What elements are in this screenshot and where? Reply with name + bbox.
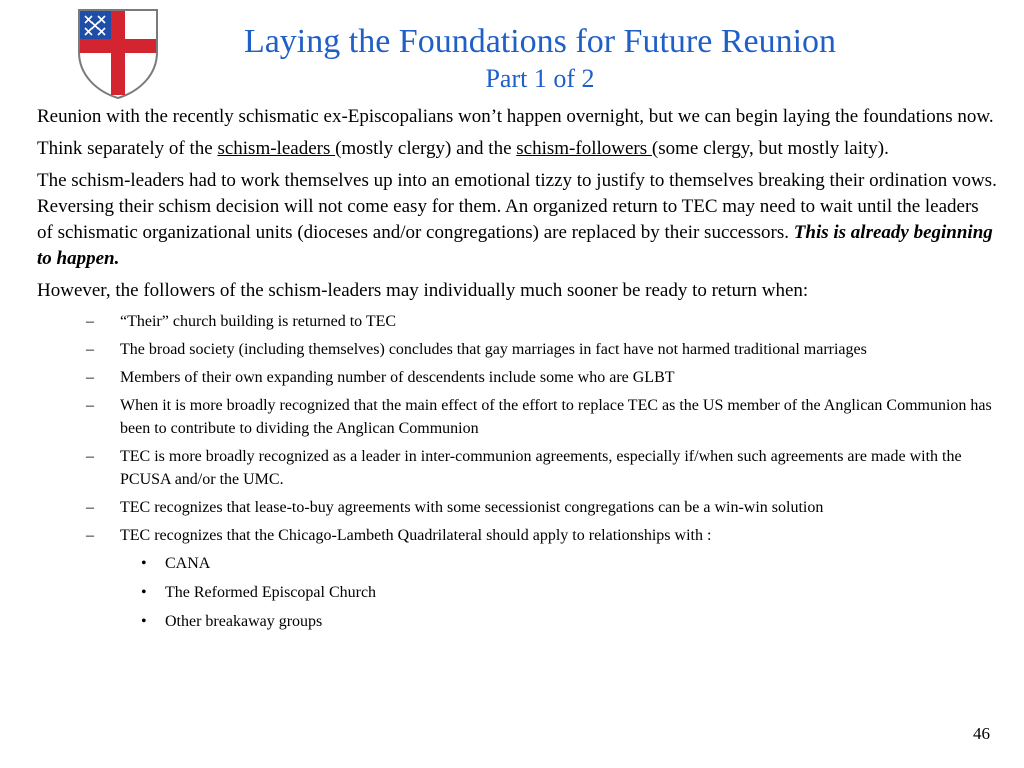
dash-marker: – (86, 448, 94, 465)
page-number: 46 (973, 724, 990, 743)
dash-marker: – (86, 341, 94, 358)
text-segment: The schism-leaders had to work themselves up into an emotional tizzy to justify to themselves breaking their ordination vows. Reversing their schism decision will not come easy for them. An organized return to TEC may need to wait until the leaders of schismatic organizational units (dioceses and/or congregations) are replaced by their successors. (37, 170, 997, 243)
list-item (37, 496, 997, 519)
sub-list-item (37, 610, 997, 633)
sub-list-item-text: The Reformed Episcopal Church (165, 584, 377, 601)
list-item (37, 394, 997, 440)
breakaway-groups-list (37, 552, 997, 633)
paragraph-intro: Reunion with the recently schismatic ex-Episcopalians won’t happen overnight, but we can begin laying the foundations now. (37, 106, 994, 127)
slide-body (37, 104, 997, 639)
dash-marker: – (86, 499, 94, 516)
underlined-term-schism-followers: schism-followers (516, 138, 652, 159)
list-item-text: “Their” church building is returned to TEC (120, 313, 397, 330)
list-item (37, 366, 997, 389)
list-item-text: When it is more broadly recognized that the main effect of the effort to replace TEC as the US member of the Anglican Communion has been to contribute to dividing the Anglican Communion (120, 397, 992, 437)
dash-marker: – (86, 397, 94, 414)
bullet-marker: • (141, 613, 147, 630)
text-segment: (some clergy, but mostly laity). (651, 138, 889, 159)
text-segment: (mostly clergy) and the (335, 138, 517, 159)
episcopal-shield-icon (76, 8, 160, 100)
text-segment: Think separately of the (37, 138, 218, 159)
list-item-text: The broad society (including themselves) concludes that gay marriages in fact have not harmed traditional marriages (120, 341, 867, 358)
sub-list-item-text: CANA (165, 555, 211, 572)
list-item (37, 310, 997, 333)
dash-marker: – (86, 527, 94, 544)
list-item (37, 445, 997, 491)
dash-marker: – (86, 369, 94, 386)
list-item-text: TEC recognizes that lease-to-buy agreements with some secessionist congregations can be a win-win solution (120, 499, 824, 516)
list-item-text: TEC recognizes that the Chicago-Lambeth Quadrilateral should apply to relationships with : (120, 527, 712, 544)
emphasis-text: This is already beginning to happen. (37, 222, 993, 269)
title-block (150, 22, 930, 94)
sub-list-item-text: Other breakaway groups (165, 613, 323, 630)
list-item-text: Members of their own expanding number of descendents include some who are GLBT (120, 369, 675, 386)
bullet-marker: • (141, 555, 147, 572)
paragraph-schism-leaders (37, 168, 997, 272)
dash-marker: – (86, 313, 94, 330)
list-item-text: TEC is more broadly recognized as a leader in inter-communion agreements, especially if/when such agreements are made with the PCUSA and/or the UMC. (120, 448, 962, 488)
slide-subtitle: Part 1 of 2 (485, 64, 595, 93)
paragraph-followers: However, the followers of the schism-leaders may individually much sooner be ready to return when: (37, 280, 809, 301)
sub-list-item (37, 581, 997, 604)
bullet-marker: • (141, 584, 147, 601)
sub-list-item (37, 552, 997, 575)
paragraph-think-separately (37, 136, 997, 162)
slide-title: Laying the Foundations for Future Reunion (243, 23, 837, 60)
list-item (37, 524, 997, 547)
underlined-term-schism-leaders: schism-leaders (217, 138, 336, 159)
return-conditions-list (37, 310, 997, 547)
list-item (37, 338, 997, 361)
